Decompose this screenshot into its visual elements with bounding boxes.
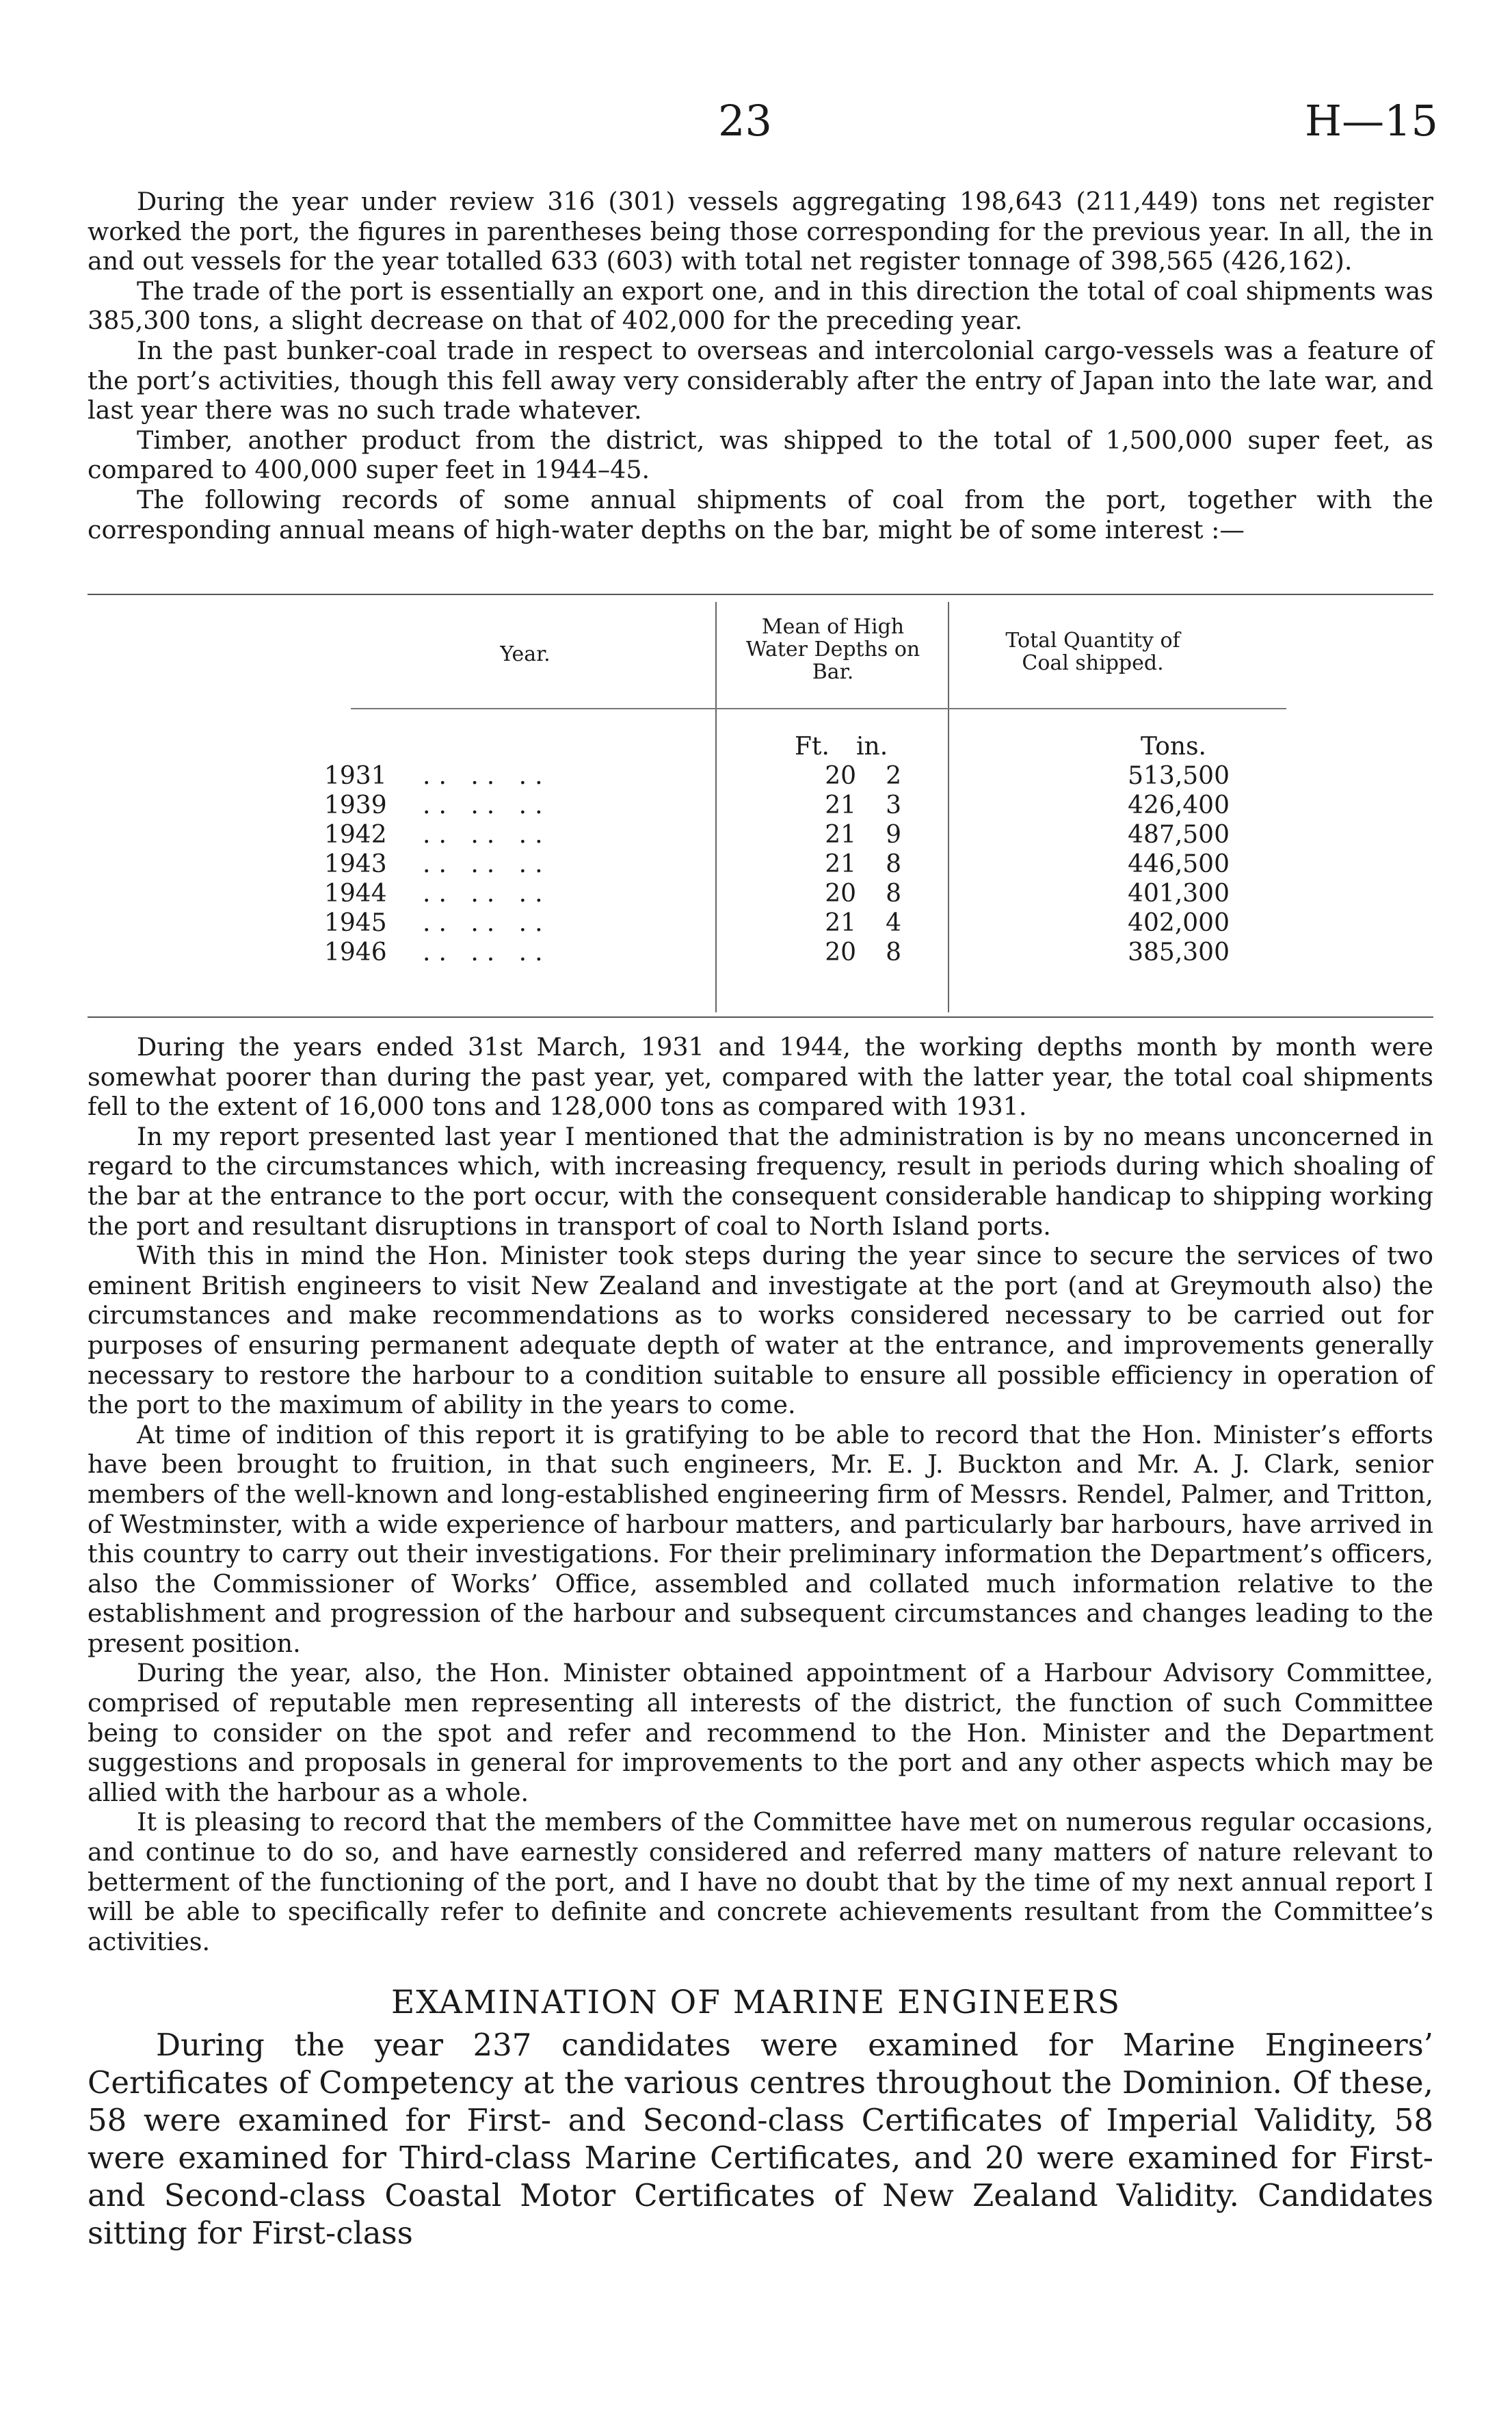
table-row: 1945 .. .. .. 21 4 402,000 [324,909,1230,937]
paragraph-vessels: During the year under review 316 (301) vessels aggregating 198,643 (211,449) tons net register worked the port, the figures in parentheses being those corresponding for the previous year. In all, the in and out vessels for the year totalled 633 (603) with total net register tonnage of 398,565 (426,162). [88,187,1433,276]
unit-tons: Tons. [1141,733,1206,761]
table-row: 1944 .. .. .. 20 8 401,300 [324,880,1230,908]
page-header [0,96,1512,150]
table-bottom-rule [88,1016,1433,1018]
header-year: Year. [500,642,551,666]
paragraph-investigation: At time of indition of this report it is gratifying to be able to record that the Hon. Minister’s efforts have been brought to fruition, in that such engineers, Mr. E. J. Buckton and Mr. A. J. Clark, senior members of the well-known and long-established engineering firm of Messrs. Rendel, Palmer, and Tritton, of Westminster, with a wide experience of harbour matters, and particularly bar harbours, have arrived in this country to carry out their investigations. For their preliminary information the Department’s officers, also the Commissioner of Works’ Office, assembled and collated much information relative to the establishment and progression of the harbour and subsequent circumstances and changes leading to the present position. [88,1419,1433,1658]
table-row: 1943 .. .. .. 21 8 446,500 [324,850,1230,878]
table-header-rule [351,708,1286,709]
paragraph-trade: The trade of the port is essentially an export one, and in this direction the total of coal shipments was 385,300 tons, a slight decrease on that of 402,000 for the preceding year. [88,276,1433,336]
paragraph-table-intro: The following records of some annual shipments of coal from the port, together with the corresponding annual means of high-water depths on the bar, might be of some interest :— [88,484,1433,544]
table-row: 1946 .. .. .. 20 8 385,300 [324,938,1230,967]
paragraph-shoaling: In my report presented last year I mentioned that the administration is by no means unconcerned in regard to the circumstances which, with increasing frequency, result in periods during which shoaling of the bar at the entrance to the port occur, with the consequent considerable handicap to shipping working the port and resultant disruptions in transport of coal to North Island ports. [88,1121,1433,1241]
paragraph-engineers: With this in mind the Hon. Minister took steps during the year since to secure the services of two eminent British engineers to visit New Zealand and investigate at the port (and at Greymouth also) the circumstances and make recommendations as to works considered necessary to be carried out for purposes of ensuring permanent adequate depth of water at the entrance, and improvements generally necessary to restore the harbour to a condition suitable to ensure all possible efficiency in operation of the port to the maximum of ability in the years to come. [88,1241,1433,1420]
table-row: 1942 .. .. .. 21 9 487,500 [324,821,1230,849]
page-number: 23 [718,96,772,146]
paragraph-exam-candidates: During the year 237 candidates were examined for Marine Engineers’ Certificates of Competency at the various centres throughout the Dominion. Of these, 58 were examined for First- and Second-class Certificates of Imperial Validity, 58 were examined for Third-class Marine Certificates, and 20 were examined for First- and Second-class Coastal Motor Certificates of New Zealand Validity. Candidates sitting for First-class [88,2027,1433,2251]
header-total-quantity: Total Quantity of Coal shipped. [1005,629,1180,675]
unit-feet: Ft. [795,733,830,761]
header-mean-depth: Mean of High Water Depths on Bar. [745,615,920,684]
paragraph-committee-activities: It is pleasing to record that the members of the Committee have met on numerous regular occasions, and continue to do so, and have earnestly considered and referred many matters of nature relevant to betterment of the functioning of the port, and I have no doubt that by the time of my next annual report I will be able to specifically refer to definite and concrete achievements resultant from the Committee’s activities. [88,1807,1433,1956]
port-report-section [88,1032,1433,1956]
paragraph-working-depths: During the years ended 31st March, 1931 and 1944, the working depths month by month were somewhat poorer than during the past year, yet, compared with the latter year, the total coal shipments fell to the extent of 16,000 tons and 128,000 tons as compared with 1931. [88,1032,1433,1122]
section-heading: EXAMINATION OF MARINE ENGINEERS [390,1984,1122,2021]
intro-section [88,187,1433,544]
exam-section [88,2026,1433,2252]
table-row: 1931 .. .. .. 20 2 513,500 [324,762,1230,790]
table-top-rule [88,594,1433,595]
document-reference: H—15 [1305,96,1438,146]
table-row: 1939 .. .. .. 21 3 426,400 [324,791,1230,819]
unit-inches: in. [856,733,888,761]
paragraph-bunker-coal: In the past bunker-coal trade in respect to overseas and intercolonial cargo-vessels was a feature of the port’s activities, though this fell away very considerably after the entry of Japan into the late war, and last year there was no such trade whatever. [88,335,1433,425]
paragraph-advisory-committee: During the year, also, the Hon. Minister obtained appointment of a Harbour Advisory Committee, comprised of reputable men representing all interests of the district, the function of such Committee being to consider on the spot and refer and recommend to the Hon. Minister and the Department suggestions and proposals in general for improvements to the port and any other aspects which may be allied with the harbour as a whole. [88,1658,1433,1807]
coal-shipments-table [88,594,1433,1019]
paragraph-timber: Timber, another product from the district, was shipped to the total of 1,500,000 super feet, as compared to 400,000 super feet in 1944–45. [88,425,1433,485]
